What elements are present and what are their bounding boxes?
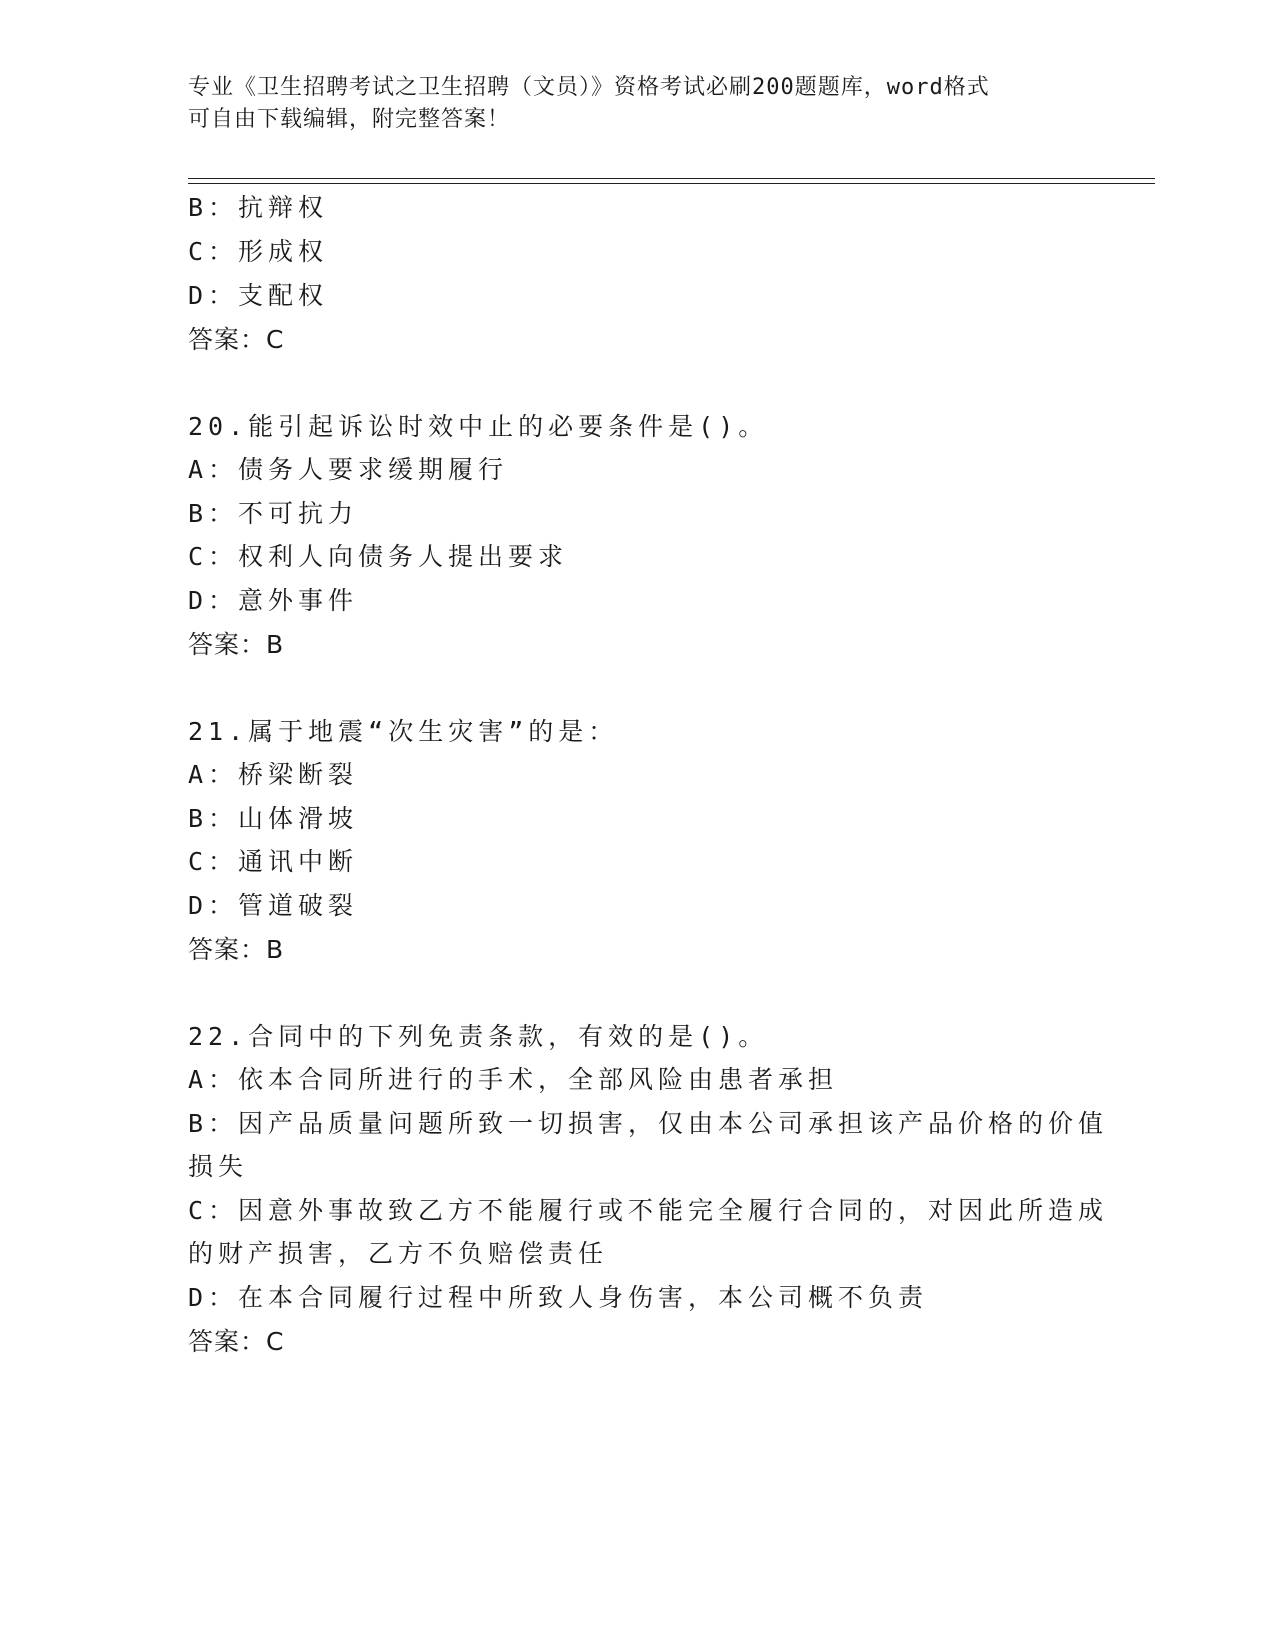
document-header xyxy=(188,72,1068,136)
answer-line: 答案：C xyxy=(188,325,285,354)
header-title-line-1: 专业《卫生招聘考试之卫生招聘（文员）》资格考试必刷200题题库，word格式 xyxy=(188,75,990,100)
option-b: B：山体滑坡 xyxy=(188,804,359,833)
option-d: D：意外事件 xyxy=(188,586,359,615)
option-d: D：在本合同履行过程中所致人身伤害，本公司概不负责 xyxy=(188,1283,929,1312)
option-d: D：支配权 xyxy=(188,281,329,310)
option-a: A：桥梁断裂 xyxy=(188,760,359,789)
option-b: B：因产品质量问题所致一切损害，仅由本公司承担该产品价格的价值 xyxy=(188,1109,1109,1138)
option-d: D：管道破裂 xyxy=(188,891,359,920)
header-rule-top xyxy=(188,178,1155,179)
answer-line: 答案：B xyxy=(188,935,285,964)
option-b-continued: 损失 xyxy=(188,1152,249,1181)
option-a: A：依本合同所进行的手术，全部风险由患者承担 xyxy=(188,1065,839,1094)
option-c: C：权利人向债务人提出要求 xyxy=(188,542,569,571)
header-title-line-2: 可自由下载编辑，附完整答案！ xyxy=(188,107,511,132)
option-c: C：因意外事故致乙方不能履行或不能完全履行合同的，对因此所造成 xyxy=(188,1196,1109,1225)
header-rule-bottom xyxy=(188,183,1155,184)
option-b: B：抗辩权 xyxy=(188,193,329,222)
option-a: A：债务人要求缓期履行 xyxy=(188,455,509,484)
option-c: C：形成权 xyxy=(188,237,329,266)
question-stem: 20.能引起诉讼时效中止的必要条件是()。 xyxy=(188,412,769,441)
answer-line: 答案：B xyxy=(188,630,285,659)
answer-line: 答案：C xyxy=(188,1327,285,1356)
option-b: B：不可抗力 xyxy=(188,499,359,528)
question-stem: 22.合同中的下列免责条款，有效的是()。 xyxy=(188,1022,769,1051)
option-c-continued: 的财产损害，乙方不负赔偿责任 xyxy=(188,1239,609,1268)
option-c: C：通讯中断 xyxy=(188,847,359,876)
question-stem: 21.属于地震“次生灾害”的是： xyxy=(188,717,619,746)
